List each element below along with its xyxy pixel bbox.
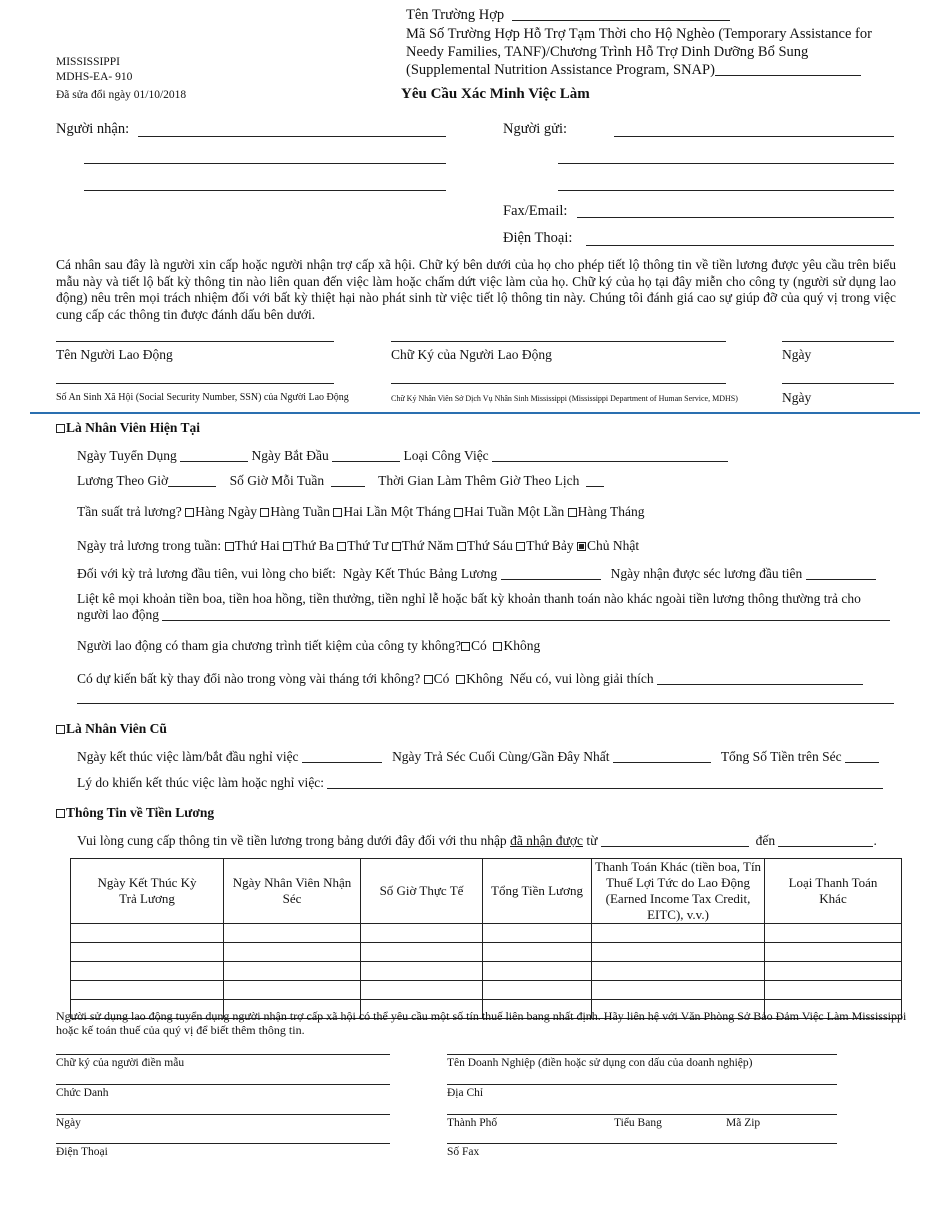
table-cell[interactable]	[483, 962, 592, 981]
hire-date-field[interactable]	[180, 449, 248, 462]
form-number: MDHS-EA- 910	[56, 71, 133, 83]
pay-day-tuesday-checkbox[interactable]	[283, 542, 292, 551]
table-row	[71, 962, 902, 981]
pay-day-friday-checkbox[interactable]	[457, 542, 466, 551]
preparer-date-label: Ngày	[56, 1117, 81, 1129]
wage-instruction: Vui lòng cung cấp thông tin về tiền lương trong bảng dưới đây đối với thu nhập đã nhận được từ đến .	[77, 833, 877, 848]
table-cell[interactable]	[765, 924, 902, 943]
recipient-field-1[interactable]	[138, 136, 446, 137]
case-number-label-1: Mã Số Trường Hợp Hỗ Trợ Tạm Thời cho Hộ Nghèo (Temporary Assistance for	[406, 26, 872, 42]
table-row	[71, 981, 902, 1000]
case-number-label-3: (Supplemental Nutrition Assistance Program, SNAP)	[406, 62, 715, 78]
former-employee-heading[interactable]: Là Nhân Viên Cũ	[56, 721, 167, 737]
zip-label: Mã Zip	[726, 1117, 761, 1129]
changes-explain-field-2[interactable]	[77, 703, 894, 704]
fax-label: Số Fax	[447, 1146, 480, 1158]
preparer-title-label: Chức Danh	[56, 1087, 109, 1099]
changes-explain-field[interactable]	[657, 672, 863, 685]
sender-field-3[interactable]	[558, 190, 894, 191]
table-cell[interactable]	[592, 943, 765, 962]
pay-day-wednesday-checkbox[interactable]	[337, 542, 346, 551]
col-other-payments: Thanh Toán Khác (tiền boa, Tín Thuế Lợi Tức do Lao Động (Earned Income Tax Credit, EITC), v.v.)	[592, 859, 765, 924]
sender-field-1[interactable]	[614, 136, 894, 137]
pay-day-sunday-checkbox[interactable]	[577, 542, 586, 551]
changes-yes-checkbox[interactable]	[424, 675, 433, 684]
table-cell[interactable]	[361, 924, 483, 943]
col-check-date: Ngày Nhân Viên Nhận Séc	[224, 859, 361, 924]
mdhs-date-label: Ngày	[782, 390, 812, 405]
case-number-label-2: Needy Families, TANF)/Chương Trình Hỗ Trợ Dinh Dưỡng Bổ Sung	[406, 44, 809, 60]
savings-row: Người lao động có tham gia chương trình tiết kiệm của công ty không? Có Không	[77, 638, 541, 653]
tips-field[interactable]	[162, 608, 890, 621]
recipient-field-2[interactable]	[84, 163, 446, 164]
col-gross-pay: Tổng Tiền Lương	[483, 859, 592, 924]
current-row-2: Lương Theo Giờ Số Giờ Mỗi Tuần Thời Gian Làm Thêm Giờ Theo Lịch	[77, 473, 604, 489]
employee-signature-field[interactable]	[391, 341, 726, 342]
recipient-label: Người nhận:	[56, 121, 130, 137]
current-employee-checkbox[interactable]	[56, 424, 65, 433]
col-other-type: Loại Thanh Toán Khác	[765, 859, 902, 924]
fax-email-label: Fax/Email:	[503, 203, 568, 219]
table-cell[interactable]	[224, 943, 361, 962]
fax-field[interactable]	[447, 1143, 837, 1144]
current-employee-heading[interactable]: Là Nhân Viên Hiện Tại	[56, 420, 200, 436]
table-cell[interactable]	[224, 962, 361, 981]
former-row-2: Lý do khiến kết thúc việc làm hoặc nghỉ việc:	[77, 775, 883, 791]
col-hours: Số Giờ Thực Tế	[361, 859, 483, 924]
pay-freq-monthly-checkbox[interactable]	[568, 508, 577, 517]
pay-day-monday-checkbox[interactable]	[225, 542, 234, 551]
sender-field-2[interactable]	[558, 163, 894, 164]
ssn-label: Số An Sinh Xã Hội (Social Security Number, SSN) của Người Lao Động	[56, 392, 349, 403]
preparer-phone-field[interactable]	[56, 1143, 390, 1144]
pay-freq-semimonthly-checkbox[interactable]	[333, 508, 342, 517]
col-period-end: Ngày Kết Thúc Kỳ Trả Lương	[71, 859, 224, 924]
changes-row: Có dự kiến bất kỳ thay đổi nào trong vòng vài tháng tới không? Có Không Nếu có, vui lòng giải thích	[77, 671, 863, 687]
employee-date-field[interactable]	[782, 341, 894, 342]
period-end-field[interactable]	[501, 567, 601, 580]
pay-freq-biweekly-checkbox[interactable]	[454, 508, 463, 517]
table-cell[interactable]	[765, 981, 902, 1000]
pay-freq-weekly-checkbox[interactable]	[260, 508, 269, 517]
savings-yes-checkbox[interactable]	[461, 642, 470, 651]
state-label-footer: Tiểu Bang	[614, 1117, 662, 1129]
current-row-1: Ngày Tuyển Dụng Ngày Bắt Đầu Loại Công Việc	[77, 448, 728, 464]
preparer-signature-label: Chữ ký của người điền mẫu	[56, 1057, 185, 1069]
former-employee-checkbox[interactable]	[56, 725, 65, 734]
pay-day-thursday-checkbox[interactable]	[392, 542, 401, 551]
case-name-field[interactable]	[512, 7, 730, 21]
table-cell[interactable]	[224, 924, 361, 943]
pay-day-saturday-checkbox[interactable]	[516, 542, 525, 551]
sender-label: Người gửi:	[503, 121, 568, 137]
recipient-field-3[interactable]	[84, 190, 446, 191]
first-check-row: Đối với kỳ trả lương đầu tiên, vui lòng cho biết: Ngày Kết Thúc Bảng Lương Ngày nhận được séc lương đầu tiên	[77, 566, 876, 582]
table-cell[interactable]	[361, 962, 483, 981]
preparer-signature-field[interactable]	[56, 1054, 390, 1055]
employee-name-field[interactable]	[56, 341, 334, 342]
job-type-field[interactable]	[492, 449, 728, 462]
last-check-date-field[interactable]	[613, 750, 711, 763]
table-cell[interactable]	[765, 962, 902, 981]
employee-name-label: Tên Người Lao Động	[56, 347, 173, 362]
ssn-field[interactable]	[56, 383, 334, 384]
savings-no-checkbox[interactable]	[493, 642, 502, 651]
employee-signature-label: Chữ Ký của Người Lao Động	[391, 347, 552, 362]
table-cell[interactable]	[483, 924, 592, 943]
phone-label: Điện Thoại:	[503, 230, 573, 246]
table-cell[interactable]	[71, 943, 224, 962]
address-label: Địa Chỉ	[447, 1087, 484, 1099]
business-name-label: Tên Doanh Nghiệp (điền hoặc sử dụng con dấu của doanh nghiệp)	[447, 1057, 753, 1069]
table-row	[71, 943, 902, 962]
hourly-wage-field[interactable]	[168, 474, 216, 487]
phone-field[interactable]	[586, 245, 894, 246]
former-end-date-field[interactable]	[302, 750, 382, 763]
wage-table	[70, 858, 902, 1019]
table-cell[interactable]	[361, 981, 483, 1000]
start-date-field[interactable]	[332, 449, 400, 462]
wage-from-field[interactable]	[601, 834, 749, 847]
pay-frequency-row: Tần suất trả lương? Hàng Ngày Hàng Tuần Hai Lần Một Tháng Hai Tuần Một Lần Hàng Tháng	[77, 504, 645, 519]
table-cell[interactable]	[592, 981, 765, 1000]
hours-per-week-field[interactable]	[331, 474, 365, 487]
preparer-date-field[interactable]	[56, 1114, 390, 1115]
business-name-field[interactable]	[447, 1054, 837, 1055]
termination-reason-field[interactable]	[327, 776, 883, 789]
page-title: Yêu Cầu Xác Minh Việc Làm	[401, 86, 590, 102]
table-cell[interactable]	[71, 962, 224, 981]
table-row	[71, 924, 902, 943]
case-number-field[interactable]	[715, 63, 861, 76]
preparer-title-field[interactable]	[56, 1084, 390, 1085]
intro-paragraph: Cá nhân sau đây là người xin cấp hoặc người nhận trợ cấp xã hội. Chữ ký bên dưới của họ cho phép tiết lộ thông tin về tiền lương được yêu cầu trên biểu mẫu này và tiết lộ bất kỳ thông tin nào liên quan đến việc làm hoặc chấm dứt việc làm của họ. Chữ ký của họ tại đây miễn cho công ty (người sử dụng lao động) nêu trên mọi trách nhiệm đối với bất kỳ thiệt hại nào phát sinh từ việc tiết lộ thông tin này. Chúng tôi đánh giá cao sự giúp đỡ của quý vị trong việc cung cấp các thông tin được đánh dấu bên dưới.	[56, 257, 896, 322]
wage-info-checkbox[interactable]	[56, 809, 65, 818]
former-row-1: Ngày kết thúc việc làm/bắt đầu nghỉ việc Ngày Trả Séc Cuối Cùng/Gần Đây Nhất Tổng Số Tiền trên Séc	[77, 749, 879, 765]
table-cell[interactable]	[224, 981, 361, 1000]
table-cell[interactable]	[361, 943, 483, 962]
table-cell[interactable]	[592, 924, 765, 943]
city-state-zip-field[interactable]	[447, 1114, 837, 1115]
changes-no-checkbox[interactable]	[456, 675, 465, 684]
tips-row: Liệt kê mọi khoản tiền boa, tiền hoa hồng, tiền thưởng, tiền nghỉ lễ hoặc bất kỳ khoản thanh toán nào khác ngoài tiền lương thông thường trả cho người lao động	[77, 591, 897, 623]
preparer-phone-label: Điện Thoại	[56, 1146, 108, 1158]
employee-date-label: Ngày	[782, 347, 812, 362]
table-cell[interactable]	[592, 962, 765, 981]
table-cell[interactable]	[71, 924, 224, 943]
table-cell[interactable]	[483, 943, 592, 962]
mdhs-signature-label: Chữ Ký Nhân Viên Sở Dịch Vụ Nhân Sinh Mississippi (Mississippi Department of Human Service, MDHS)	[391, 394, 738, 403]
check-total-field[interactable]	[845, 750, 879, 763]
address-field[interactable]	[447, 1084, 837, 1085]
first-check-date-field[interactable]	[806, 567, 876, 580]
section-divider	[30, 412, 920, 414]
case-name-label: Tên Trường Hợp	[406, 7, 505, 23]
city-label: Thành Phố	[447, 1117, 498, 1129]
pay-freq-daily-checkbox[interactable]	[185, 508, 194, 517]
pay-day-row: Ngày trả lương trong tuần: Thứ Hai Thứ Ba Thứ Tư Thứ Năm Thứ Sáu Thứ Bảy Chủ Nhật	[77, 538, 640, 553]
mdhs-signature-field[interactable]	[391, 383, 726, 384]
table-cell[interactable]	[71, 981, 224, 1000]
state-label: MISSISSIPPI	[56, 56, 120, 68]
table-cell[interactable]	[483, 981, 592, 1000]
wage-to-field[interactable]	[778, 834, 873, 847]
revised-date: Đã sửa đổi ngày 01/10/2018	[56, 89, 187, 101]
wage-info-heading[interactable]: Thông Tin về Tiền Lương	[56, 805, 214, 821]
fax-email-field[interactable]	[577, 217, 894, 218]
overtime-field[interactable]	[586, 474, 604, 487]
mdhs-date-field[interactable]	[782, 383, 894, 384]
tax-credit-note: Người sử dụng lao động tuyển dụng người nhận trợ cấp xã hội có thể yêu cầu một số tín thuế liên bang nhất định. Hãy liên hệ với Văn Phòng Sở Bảo Đảm Việc Làm Mississippi hoặc kế toán thuế của quý vị để biết thêm thông tin.	[56, 1009, 907, 1037]
table-cell[interactable]	[765, 943, 902, 962]
